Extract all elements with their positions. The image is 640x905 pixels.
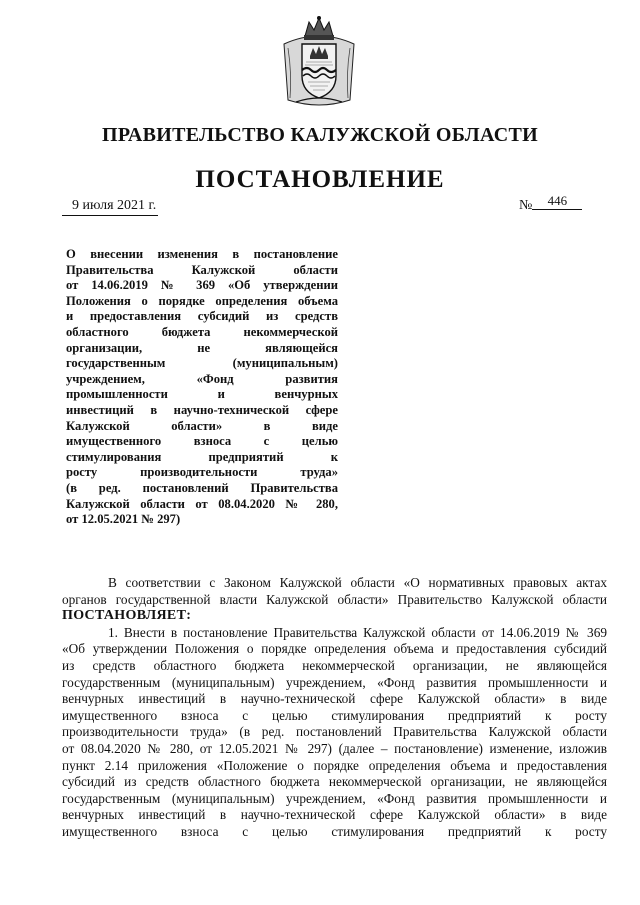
body-line: «Об утверждении Положения о порядке определения объема и предоставления субсидий bbox=[62, 641, 607, 657]
body-line: венчурных инвестиций в научно-технической сфере Калужской области» в виде bbox=[62, 807, 607, 823]
subject-line: стимулирования предприятий к bbox=[66, 449, 338, 464]
body-line: государственным (муниципальным) учреждением, «Фонд развития промышленности и bbox=[62, 674, 607, 690]
subject-line: областного бюджета некоммерческой bbox=[66, 324, 338, 339]
government-title: ПРАВИТЕЛЬСТВО КАЛУЖСКОЙ ОБЛАСТИ bbox=[102, 124, 538, 146]
document-body bbox=[62, 575, 607, 841]
body-line: государственным (муниципальным) учреждением, «Фонд развития промышленности и bbox=[62, 790, 607, 806]
subject-line: от 14.06.2019 № 369 «Об утверждении bbox=[66, 278, 338, 293]
coat-of-arms-icon bbox=[278, 14, 360, 109]
subject-line: Положения о порядке определения объема bbox=[66, 293, 338, 308]
subject-line: О внесении изменения в постановление bbox=[66, 247, 338, 261]
document-type-title: ПОСТАНОВЛЕНИЕ bbox=[195, 166, 445, 193]
subject-line: росту производительности труда» bbox=[66, 465, 338, 480]
document-date: 9 июля 2021 г. bbox=[62, 197, 158, 216]
subject-line: имущественного взноса с целью bbox=[66, 434, 338, 449]
document-number bbox=[519, 193, 582, 214]
subject-line: учреждением, «Фонд развития bbox=[66, 371, 338, 386]
body-line: от 08.04.2020 № 280, от 12.05.2021 № 297) (далее – постановление) изменение, изложив bbox=[62, 740, 607, 756]
body-line: венчурных инвестиций в научно-технической сфере Калужской области» в виде bbox=[62, 691, 607, 707]
body-line: органов государственной власти Калужской области» Правительство Калужской области bbox=[62, 591, 607, 607]
body-line: производительности труда» (в ред. постановлений Правительства Калужской области bbox=[62, 724, 607, 740]
body-line: субсидий из средств областного бюджета некоммерческой организации, не являющейся bbox=[62, 774, 607, 790]
document-subject bbox=[66, 247, 338, 528]
subject-line: промышленности и венчурных bbox=[66, 387, 338, 402]
subject-line: (в ред. постановлений Правительства bbox=[66, 480, 338, 495]
number-value: 446 bbox=[532, 192, 582, 210]
body-line: имущественного взноса с целью стимулирования предприятий к росту bbox=[62, 707, 607, 723]
resolves-heading: ПОСТАНОВЛЯЕТ: bbox=[62, 608, 192, 624]
subject-line: от 12.05.2021 № 297) bbox=[66, 512, 181, 527]
subject-line: организации, не являющейся bbox=[66, 340, 338, 355]
subject-line: государственным (муниципальным) bbox=[66, 356, 338, 371]
body-line: из средств областного бюджета некоммерческой организации, не являющейся bbox=[62, 657, 607, 673]
subject-line: Калужской области» в виде bbox=[66, 418, 338, 433]
subject-line: Правительства Калужской области bbox=[66, 262, 338, 277]
number-label: № bbox=[519, 198, 533, 213]
subject-line: Калужской области от 08.04.2020 № 280, bbox=[66, 496, 338, 511]
body-line: имущественного взноса с целью стимулирования предприятий к росту bbox=[62, 823, 607, 839]
body-line: В соответствии с Законом Калужской области «О нормативных правовых актах bbox=[108, 575, 607, 590]
subject-line: инвестиций в научно-технической сфере bbox=[66, 402, 338, 417]
body-line: пункт 2.14 приложения «Положение о порядке определения объема и предоставления bbox=[62, 757, 607, 773]
subject-line: и предоставления субсидий из средств bbox=[66, 309, 338, 324]
body-line: 1. Внести в постановление Правительства Калужской области от 14.06.2019 № 369 bbox=[108, 624, 607, 640]
